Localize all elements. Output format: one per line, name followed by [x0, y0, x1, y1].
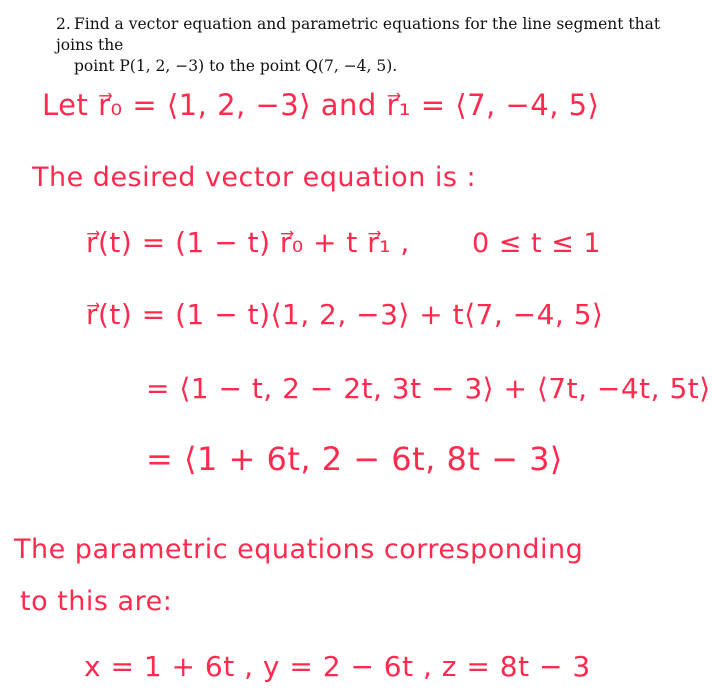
handwritten-let-line: Let r⃗₀ = ⟨1, 2, −3⟩ and r⃗₁ = ⟨7, −4, 5⟩: [42, 88, 600, 122]
problem-text-1: Find a vector equation and parametric equations for the line segment that joins the: [56, 15, 661, 54]
handwritten-substitution-line: r⃗(t) = (1 − t)⟨1, 2, −3⟩ + t⟨7, −4, 5⟩: [86, 298, 604, 331]
handwritten-range: 0 ≤ t ≤ 1: [472, 228, 602, 259]
handwritten-param-equations: x = 1 + 6t , y = 2 − 6t , z = 8t − 3: [84, 650, 591, 683]
handwritten-param-intro-1: The parametric equations corresponding: [14, 534, 584, 565]
handwritten-param-intro-2: to this are:: [20, 586, 173, 617]
handwritten-expanded-line: = ⟨1 − t, 2 − 2t, 3t − 3⟩ + ⟨7t, −4t, 5t⟩: [146, 372, 711, 405]
problem-line-2: point P(1, 2, −3) to the point Q(7, −4, 5).: [74, 57, 398, 75]
handwritten-desired-line: The desired vector equation is :: [32, 162, 477, 193]
handwritten-formula-line: r⃗(t) = (1 − t) r⃗₀ + t r⃗₁ ,: [86, 226, 410, 259]
handwritten-result-line: = ⟨1 + 6t, 2 − 6t, 8t − 3⟩: [146, 440, 563, 478]
problem-line-1: [56, 14, 676, 56]
problem-number: 2.: [56, 15, 71, 33]
problem-statement: [56, 14, 676, 77]
